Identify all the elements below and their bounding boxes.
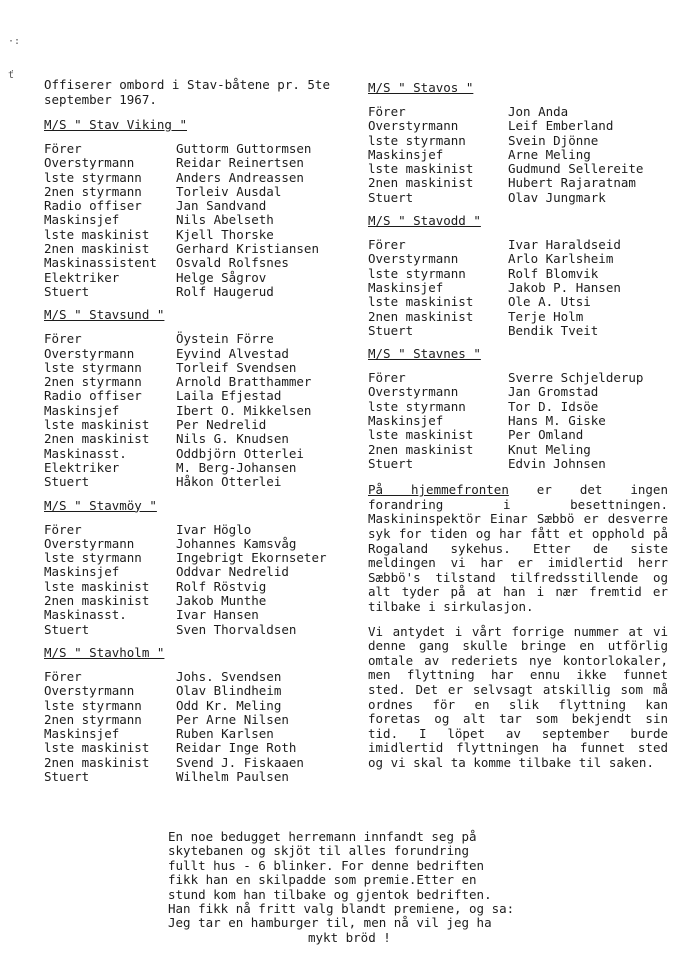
crew-title: Maskinsjef [44, 564, 120, 580]
crew-name: Nils G. Knudsen [176, 431, 289, 447]
crew-name: Sven Thorvaldsen [176, 621, 297, 637]
vessel-name: M/S " Stavnes " [368, 346, 481, 362]
home-front-heading: På hjemmefronten [368, 482, 509, 498]
crew-title: Radio offiser [44, 198, 142, 214]
crew-title: Overstyrmann [44, 683, 135, 699]
crew-title: Overstyrmann [368, 384, 459, 400]
crew-name: Jakob Munthe [176, 593, 267, 609]
home-front-text-1: er det ingen forandring i besettningen. Maskininspektör Einar Sæbbö er desverre syk for tiden og har fått et opphold på Rogaland sykehus. Etter de siste meldingen vi har er imidlertid herr Sæbbö's tilstand tilfredsstillende og alt tyder på at han i nær fremtid er tilbake i sirkulasjon. [368, 482, 668, 614]
crew-row [44, 461, 366, 475]
crew-title: Overstyrmann [368, 118, 459, 134]
crew-name: Reidar Inge Roth [176, 740, 297, 756]
crew-title: 2nen maskinist [368, 441, 474, 457]
crew-title: Förer [44, 668, 82, 684]
footer-story-line: Jeg tar en hamburger til, men nå vil jeg ha [168, 915, 492, 931]
vessel-block [368, 80, 668, 205]
crew-title: Förer [44, 331, 82, 347]
crew-title: Stuert [44, 621, 90, 637]
crew-name: Jan Gromstad [508, 384, 599, 400]
crew-name: Anders Andreassen [176, 169, 304, 185]
vessel-name: M/S " Stavos " [368, 80, 474, 95]
crew-title: lste maskinist [44, 740, 150, 756]
crew-name: Ole A. Utsi [508, 294, 591, 310]
crew-name: Ivar Haraldseid [508, 237, 621, 253]
crew-title: lste styrmann [368, 398, 466, 414]
crew-name: Gerhard Kristiansen [176, 241, 319, 257]
vessel-block [44, 307, 366, 489]
crew-title: lste maskinist [44, 226, 150, 242]
crew-row [44, 432, 366, 446]
crew-title: lste maskinist [368, 161, 474, 177]
crew-row [44, 185, 366, 199]
crew-name: Bendik Tveit [508, 322, 599, 338]
crew-name: Torleiv Ausdal [176, 183, 282, 199]
crew-row [44, 594, 366, 608]
crew-title: 2nen maskinist [368, 308, 474, 324]
crew-row [44, 756, 366, 770]
crew-name: Per Arne Nilsen [176, 711, 289, 727]
crew-row [44, 537, 366, 551]
crew-title: Maskinsjef [44, 212, 120, 228]
crew-title: 2nen styrmann [44, 183, 142, 199]
crew-name: Helge Sågrov [176, 269, 267, 285]
crew-row [44, 699, 366, 713]
crew-row [368, 238, 668, 252]
crew-title: Stuert [368, 322, 414, 338]
footer-story [168, 830, 568, 945]
crew-title: lste styrmann [368, 132, 466, 148]
crew-name: Oddbjörn Otterlei [176, 445, 304, 461]
crew-row [368, 443, 668, 457]
crew-name: Johs. Svendsen [176, 668, 282, 684]
crew-row [44, 389, 366, 403]
footer-story-line: stund kom han tilbake og gjentok bedriften. [168, 886, 492, 902]
crew-row [44, 242, 366, 256]
crew-row [44, 256, 366, 270]
crew-name: Jon Anda [508, 104, 569, 119]
crew-name: Arnold Bratthammer [176, 374, 312, 390]
crew-row [44, 285, 366, 299]
crew-title: Maskinasst. [44, 607, 127, 623]
crew-name: Knut Meling [508, 441, 591, 457]
crew-title: Förer [368, 104, 406, 119]
crew-row [44, 156, 366, 170]
vessel-block [368, 213, 668, 338]
vessel-block [44, 498, 366, 637]
crew-title: Maskinsjef [368, 146, 444, 162]
crew-name: Svend J. Fiskaaen [176, 754, 304, 770]
crew-name: Wilhelm Paulsen [176, 768, 289, 784]
crew-name: Håkon Otterlei [176, 474, 282, 490]
crew-title: Elektriker [44, 459, 120, 475]
crew-title: Förer [44, 521, 82, 537]
vessel-block [44, 645, 366, 784]
footer-story-line: En noe bedugget herremann innfandt seg på [168, 829, 477, 844]
crew-name: Svein Djönne [508, 132, 599, 148]
crew-name: Per Nedrelid [176, 417, 267, 433]
margin-mark: ·: [8, 36, 21, 47]
footer-story-line: skytebanen og skjöt til alles forundring [168, 843, 470, 859]
crew-name: Nils Abelseth [176, 212, 274, 228]
crew-title: Maskinsjef [44, 726, 120, 742]
footer-story-line: fikk han en skilpadde som premie.Etter en [168, 872, 477, 888]
crew-name: Ibert O. Mikkelsen [176, 402, 312, 418]
intro-text: Offiserer ombord i Stav-båtene pr. 5te september 1967. [44, 77, 330, 107]
crew-name: Leif Emberland [508, 118, 614, 134]
crew-title: Maskinsjef [44, 402, 120, 418]
crew-title: Overstyrmann [368, 251, 459, 267]
vessel-name: M/S " Stavodd " [368, 213, 481, 229]
crew-row [368, 457, 668, 471]
crew-title: 2nen maskinist [368, 175, 474, 191]
crew-row [368, 385, 668, 399]
crew-row [44, 608, 366, 622]
footer-story-line: Han fikk nå fritt valg blandt premiene, og sa: [168, 901, 515, 917]
crew-title: Stuert [44, 768, 90, 784]
crew-title: Overstyrmann [44, 345, 135, 361]
crew-row [44, 741, 366, 755]
crew-row [368, 400, 668, 414]
crew-row [44, 418, 366, 432]
crew-row [44, 684, 366, 698]
crew-name: Tor D. Idsöe [508, 398, 599, 414]
crew-name: Hans M. Giske [508, 413, 606, 429]
crew-name: Jan Sandvand [176, 198, 267, 214]
crew-name: Oddvar Nedrelid [176, 564, 289, 580]
crew-title: Stuert [44, 283, 90, 299]
crew-row [44, 713, 366, 727]
crew-row [44, 347, 366, 361]
footer-story-line: fullt hus - 6 blinker. For denne bedriften [168, 857, 485, 873]
crew-title: lste maskinist [44, 417, 150, 433]
crew-row [44, 551, 366, 565]
crew-title: 2nen styrmann [44, 711, 142, 727]
crew-row [44, 228, 366, 242]
crew-row [44, 770, 366, 784]
crew-title: Förer [368, 370, 406, 386]
crew-name: Gudmund Sellereite [508, 161, 644, 177]
home-front-paragraph-1 [368, 483, 668, 614]
vessel-name: M/S " Stav Viking " [44, 117, 187, 132]
crew-name: Arlo Karlsheim [508, 251, 614, 267]
crew-name: Osvald Rolfsnes [176, 255, 289, 271]
crew-row [44, 623, 366, 637]
crew-name: Terje Holm [508, 308, 584, 324]
crew-row [44, 199, 366, 213]
left-vessel-list [44, 117, 366, 784]
right-vessel-list [368, 80, 668, 471]
crew-row [44, 213, 366, 227]
crew-name: Reidar Reinertsen [176, 155, 304, 171]
footer-story-last-line: mykt bröd ! [308, 929, 391, 945]
crew-name: Ivar Hansen [176, 607, 259, 623]
crew-row [44, 565, 366, 579]
crew-row [368, 176, 668, 190]
crew-row [368, 324, 668, 338]
crew-name: Ingebrigt Ekornseter [176, 550, 327, 566]
crew-row [44, 332, 366, 346]
crew-row [368, 134, 668, 148]
crew-row [368, 252, 668, 266]
crew-title: lste maskinist [368, 294, 474, 310]
crew-title: lste styrmann [44, 550, 142, 566]
crew-name: Eyvind Alvestad [176, 345, 289, 361]
crew-name: Odd Kr. Meling [176, 697, 282, 713]
crew-name: Hubert Rajaratnam [508, 175, 636, 191]
vessel-name: M/S " Stavsund " [44, 307, 165, 323]
crew-name: Ivar Höglo [176, 521, 252, 537]
crew-row [368, 148, 668, 162]
crew-name: Öystein Förre [176, 331, 274, 347]
crew-title: Stuert [44, 474, 90, 490]
right-column [368, 80, 668, 781]
crew-name: Jakob P. Hansen [508, 279, 621, 295]
crew-row [368, 105, 668, 119]
crew-row [44, 447, 366, 461]
crew-title: Maskinsjef [368, 279, 444, 295]
crew-title: 2nen maskinist [44, 241, 150, 257]
crew-title: lste styrmann [44, 169, 142, 185]
crew-row [368, 162, 668, 176]
crew-row [368, 119, 668, 133]
crew-name: Laila Efjestad [176, 388, 282, 404]
crew-name: Kjell Thorske [176, 226, 274, 242]
crew-title: 2nen maskinist [44, 754, 150, 770]
crew-row [368, 428, 668, 442]
crew-title: Maskinassistent [44, 255, 157, 271]
crew-title: Overstyrmann [44, 535, 135, 551]
crew-title: lste maskinist [44, 578, 150, 594]
crew-row [368, 281, 668, 295]
crew-row [368, 371, 668, 385]
crew-row [368, 191, 668, 205]
crew-row [368, 310, 668, 324]
crew-row [44, 475, 366, 489]
crew-title: lste styrmann [44, 697, 142, 713]
crew-row [44, 271, 366, 285]
crew-row [44, 375, 366, 389]
crew-row [44, 142, 366, 156]
crew-name: Rolf Röstvig [176, 578, 267, 594]
crew-title: Förer [44, 141, 82, 156]
crew-name: Torleif Svendsen [176, 359, 297, 375]
crew-title: Maskinasst. [44, 445, 127, 461]
crew-title: Maskinsjef [368, 413, 444, 429]
crew-title: Elektriker [44, 269, 120, 285]
crew-title: 2nen maskinist [44, 593, 150, 609]
crew-row [44, 404, 366, 418]
crew-title: Radio offiser [44, 388, 142, 404]
crew-title: Overstyrmann [44, 155, 135, 171]
crew-name: Rolf Blomvik [508, 265, 599, 281]
vessel-block [368, 346, 668, 471]
crew-row [44, 727, 366, 741]
footer-story-lines [168, 830, 568, 931]
crew-title: lste maskinist [368, 427, 474, 443]
crew-title: 2nen maskinist [44, 431, 150, 447]
left-column [44, 77, 366, 792]
vessel-name: M/S " Stavholm " [44, 644, 165, 660]
crew-name: Arne Meling [508, 146, 591, 162]
crew-row [44, 361, 366, 375]
crew-row [368, 414, 668, 428]
crew-row [368, 295, 668, 309]
crew-row [368, 267, 668, 281]
crew-title: Stuert [368, 455, 414, 471]
vessel-name: M/S " Stavmöy " [44, 497, 157, 513]
crew-name: Guttorm Guttormsen [176, 141, 312, 156]
vessel-block [44, 117, 366, 299]
crew-name: Olav Jungmark [508, 189, 606, 205]
crew-row [44, 670, 366, 684]
crew-title: 2nen styrmann [44, 374, 142, 390]
crew-title: Förer [368, 237, 406, 253]
crew-row [44, 580, 366, 594]
crew-name: Edvin Johnsen [508, 455, 606, 471]
crew-title: lste styrmann [368, 265, 466, 281]
margin-mark: ť [8, 70, 15, 81]
home-front-section [368, 483, 668, 770]
crew-row [44, 523, 366, 537]
crew-name: Rolf Haugerud [176, 283, 274, 299]
crew-name: Ruben Karlsen [176, 726, 274, 742]
crew-name: Per Omland [508, 427, 584, 443]
crew-title: Stuert [368, 189, 414, 205]
crew-name: Sverre Schjelderup [508, 370, 644, 386]
crew-title: lste styrmann [44, 359, 142, 375]
crew-name: Olav Blindheim [176, 683, 282, 699]
crew-name: Johannes Kamsvåg [176, 535, 297, 551]
crew-name: M. Berg-Johansen [176, 459, 297, 475]
crew-row [44, 171, 366, 185]
home-front-paragraph-2: Vi antydet i vårt forrige nummer at vi denne gang skulle bringe en utförlig omtale av rederiets nye kontorlokaler, men flyttning har ennu ikke funnet sted. Det er selvsagt atskillig som må ordnes för en slik flyttning kan foretas og alt tar som bekjendt sin tid. I löpet av september burde imidlertid flyttningen ha funnet sted og vi skal ta komme tilbake til saken. [368, 623, 668, 770]
